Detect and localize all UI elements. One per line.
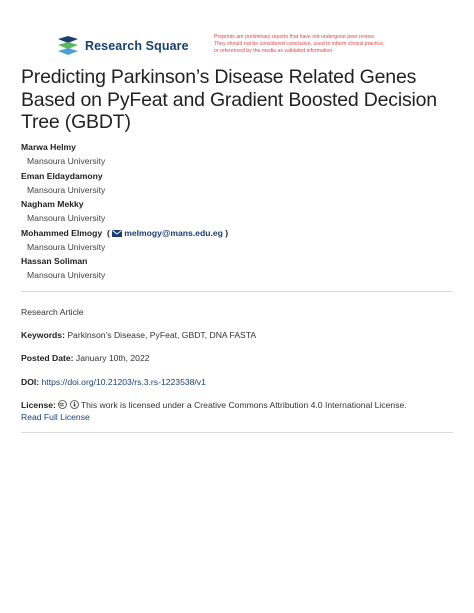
author-item: [21, 227, 451, 256]
keywords-label: Keywords:: [21, 330, 65, 340]
disclaimer-line: Preprints are preliminary reports that have not undergone peer review.: [214, 34, 376, 40]
author-affiliation: Mansoura University: [27, 241, 106, 252]
title-line: Tree (GBDT): [21, 111, 131, 133]
author-name: Mohammed Elmogy: [21, 227, 103, 238]
posted-date-value: January 10th, 2022: [75, 353, 150, 363]
posted-date-label: Posted Date:: [21, 353, 74, 363]
author-affiliation: Mansoura University: [27, 156, 106, 166]
author-item: [21, 255, 451, 284]
corresponding-author: [21, 227, 451, 241]
author-affiliation: Mansoura University: [27, 270, 106, 281]
doi-link[interactable]: https://doi.org/10.21203/rs.3.rs-1223538/v1: [41, 377, 206, 387]
research-square-logo-icon: [57, 36, 79, 56]
page-header: [57, 36, 457, 60]
disclaimer-line: They should not be considered conclusive, used to inform clinical practice,: [214, 41, 385, 48]
author-name: Marwa Helmy: [21, 142, 76, 152]
doi-label: DOI:: [21, 377, 40, 387]
mail-icon: [112, 230, 122, 237]
keywords-value: Parkinson’s Disease, PyFeat, GBDT, DNA FASTA: [67, 330, 257, 340]
author-name: Hassan Soliman: [21, 256, 88, 267]
preprint-disclaimer: [214, 34, 429, 56]
disclaimer-line: or referenced by the media as validated information.: [214, 48, 334, 55]
logo-text: Research Square: [85, 39, 189, 53]
cc-icon: [58, 400, 67, 409]
author-affiliation: Mansoura University: [27, 184, 106, 195]
paper-title: [21, 66, 456, 134]
doi-row: [21, 376, 206, 388]
keywords-row: [21, 329, 256, 341]
read-full-license-link[interactable]: Read Full License: [21, 412, 90, 422]
title-line: Predicting Parkinson’s Disease Related Genes: [21, 66, 417, 88]
author-affiliation: Mansoura University: [27, 213, 106, 224]
author-list: [21, 141, 451, 284]
license-row: [21, 399, 407, 423]
posted-date-row: [21, 352, 150, 364]
title-line: Based on PyFeat and Gradient Boosted Decision: [21, 88, 437, 111]
divider: [21, 432, 453, 433]
author-item: [21, 141, 451, 170]
email-close-paren: ): [225, 227, 229, 238]
author-item: [21, 198, 451, 227]
license-text: This work is licensed under a Creative Commons Attribution 4.0 International License.: [80, 400, 407, 410]
author-item: [21, 170, 451, 199]
cc-by-icon: [70, 400, 79, 409]
author-name: Nagham Mekky: [21, 199, 84, 210]
email-open-paren: (: [106, 227, 110, 238]
author-name: Eman Eldaydamony: [21, 170, 103, 181]
research-square-logo[interactable]: [57, 36, 189, 56]
email-group: [105, 228, 229, 238]
license-label: License:: [21, 400, 56, 410]
article-type: Research Article: [21, 307, 84, 317]
divider: [21, 291, 453, 292]
author-email-link[interactable]: melmogy@mans.edu.eg: [124, 227, 223, 238]
